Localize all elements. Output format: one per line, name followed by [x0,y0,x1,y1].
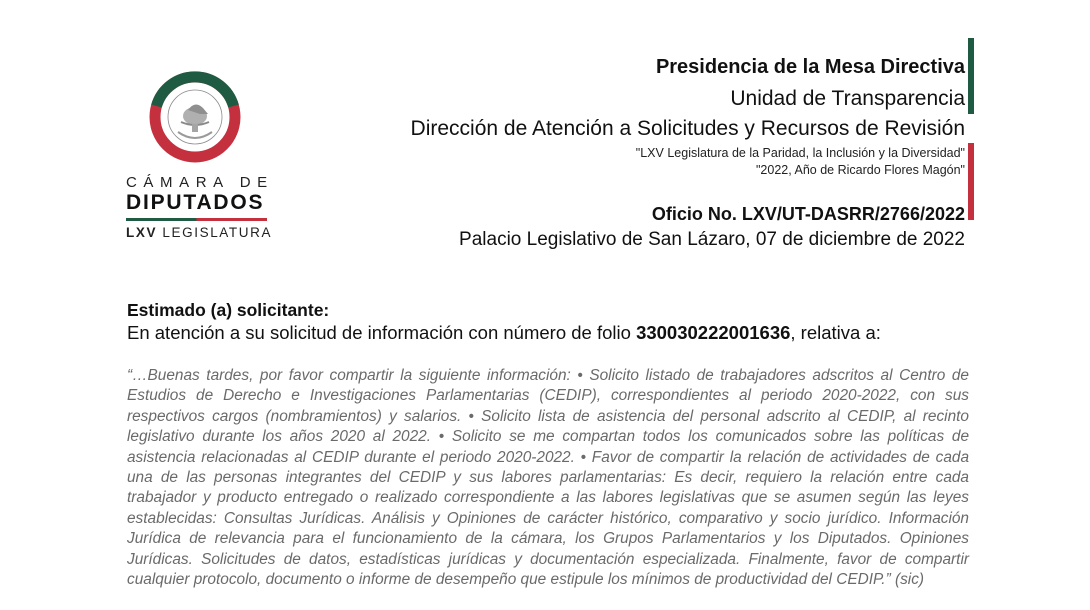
intro-text: En atención a su solicitud de información con número de folio [127,322,637,343]
oficio-number: Oficio No. LXV/UT-DASRR/2766/2022 [651,204,965,224]
logo-divider [126,218,267,221]
place-date: Palacio Legislativo de San Lázaro, 07 de diciembre de 2022 [459,229,965,250]
logo-line-camara: CÁMARA DE [126,174,274,191]
direction-title: Dirección de Atención a Solicitudes y Recursos de Revisión [410,117,965,140]
chamber-logo [120,70,280,245]
presidency-title: Presidencia de la Mesa Directiva [655,56,965,78]
request-quote: “…Buenas tardes, por favor compartir la siguiente información: • Solicito listado de trabajadores adscritos al Centro de Estudios de Derecho e Investigaciones Parlamentarias (CEDIP), correspondientes al periodo 2020-2022, con sus respectivos cargos (nombramientos) y salarios. • Solicito lista de asistencia del personal adscrito al CEDIP, al recinto legislativo durante los años 2020 al 2022. • Solicito se me compartan todos los comunicados sobre las políticas de asistencia relacionadas al CEDIP durante el periodo 2020-2022. • Favor de compartir la relación de actividades de cada una de las personas integrantes del CEDIP y sus labores parlamentarias: Es decir, requiero la relación entre cada trabajador y producto entregado o realizado correspondiente a las labores legislativas que se asumen según las leyes establecidas: Consultas Jurídicas. Análisis y Opiniones de carácter histórico, comparativo y socio jurídico. Información Jurídica de relevancia para el funcionamiento de la cámara, los Grupos Parlamentarios y los Diputados. Opiniones Jurídicas. Solicitudes de datos, estadísticas jurídicas y documentación especializada. Finalmente, favor de compartir cualquier protocolo, documento o informe de desempeño que estipule los mínimos de productividad del CEDIP.” (sic) [127,367,969,589]
intro-tail: , relativa a: [790,322,881,343]
folio-number: 330030222001636 [636,322,791,343]
greeting: Estimado (a) solicitante: [127,300,330,320]
header-accent-green [968,38,974,114]
year-motto: "2022, Año de Ricardo Flores Magón" [756,163,965,177]
intro-paragraph [127,322,881,344]
logo-line-legislatura: LXV LEGISLATURA [126,225,273,240]
logo-line-diputados: DIPUTADOS [126,191,265,214]
unit-title: Unidad de Transparencia [730,87,965,110]
header-accent-red [968,143,974,220]
legislature-motto: "LXV Legislatura de la Paridad, la Inclusión y la Diversidad" [635,146,965,160]
national-seal-icon [148,70,242,164]
